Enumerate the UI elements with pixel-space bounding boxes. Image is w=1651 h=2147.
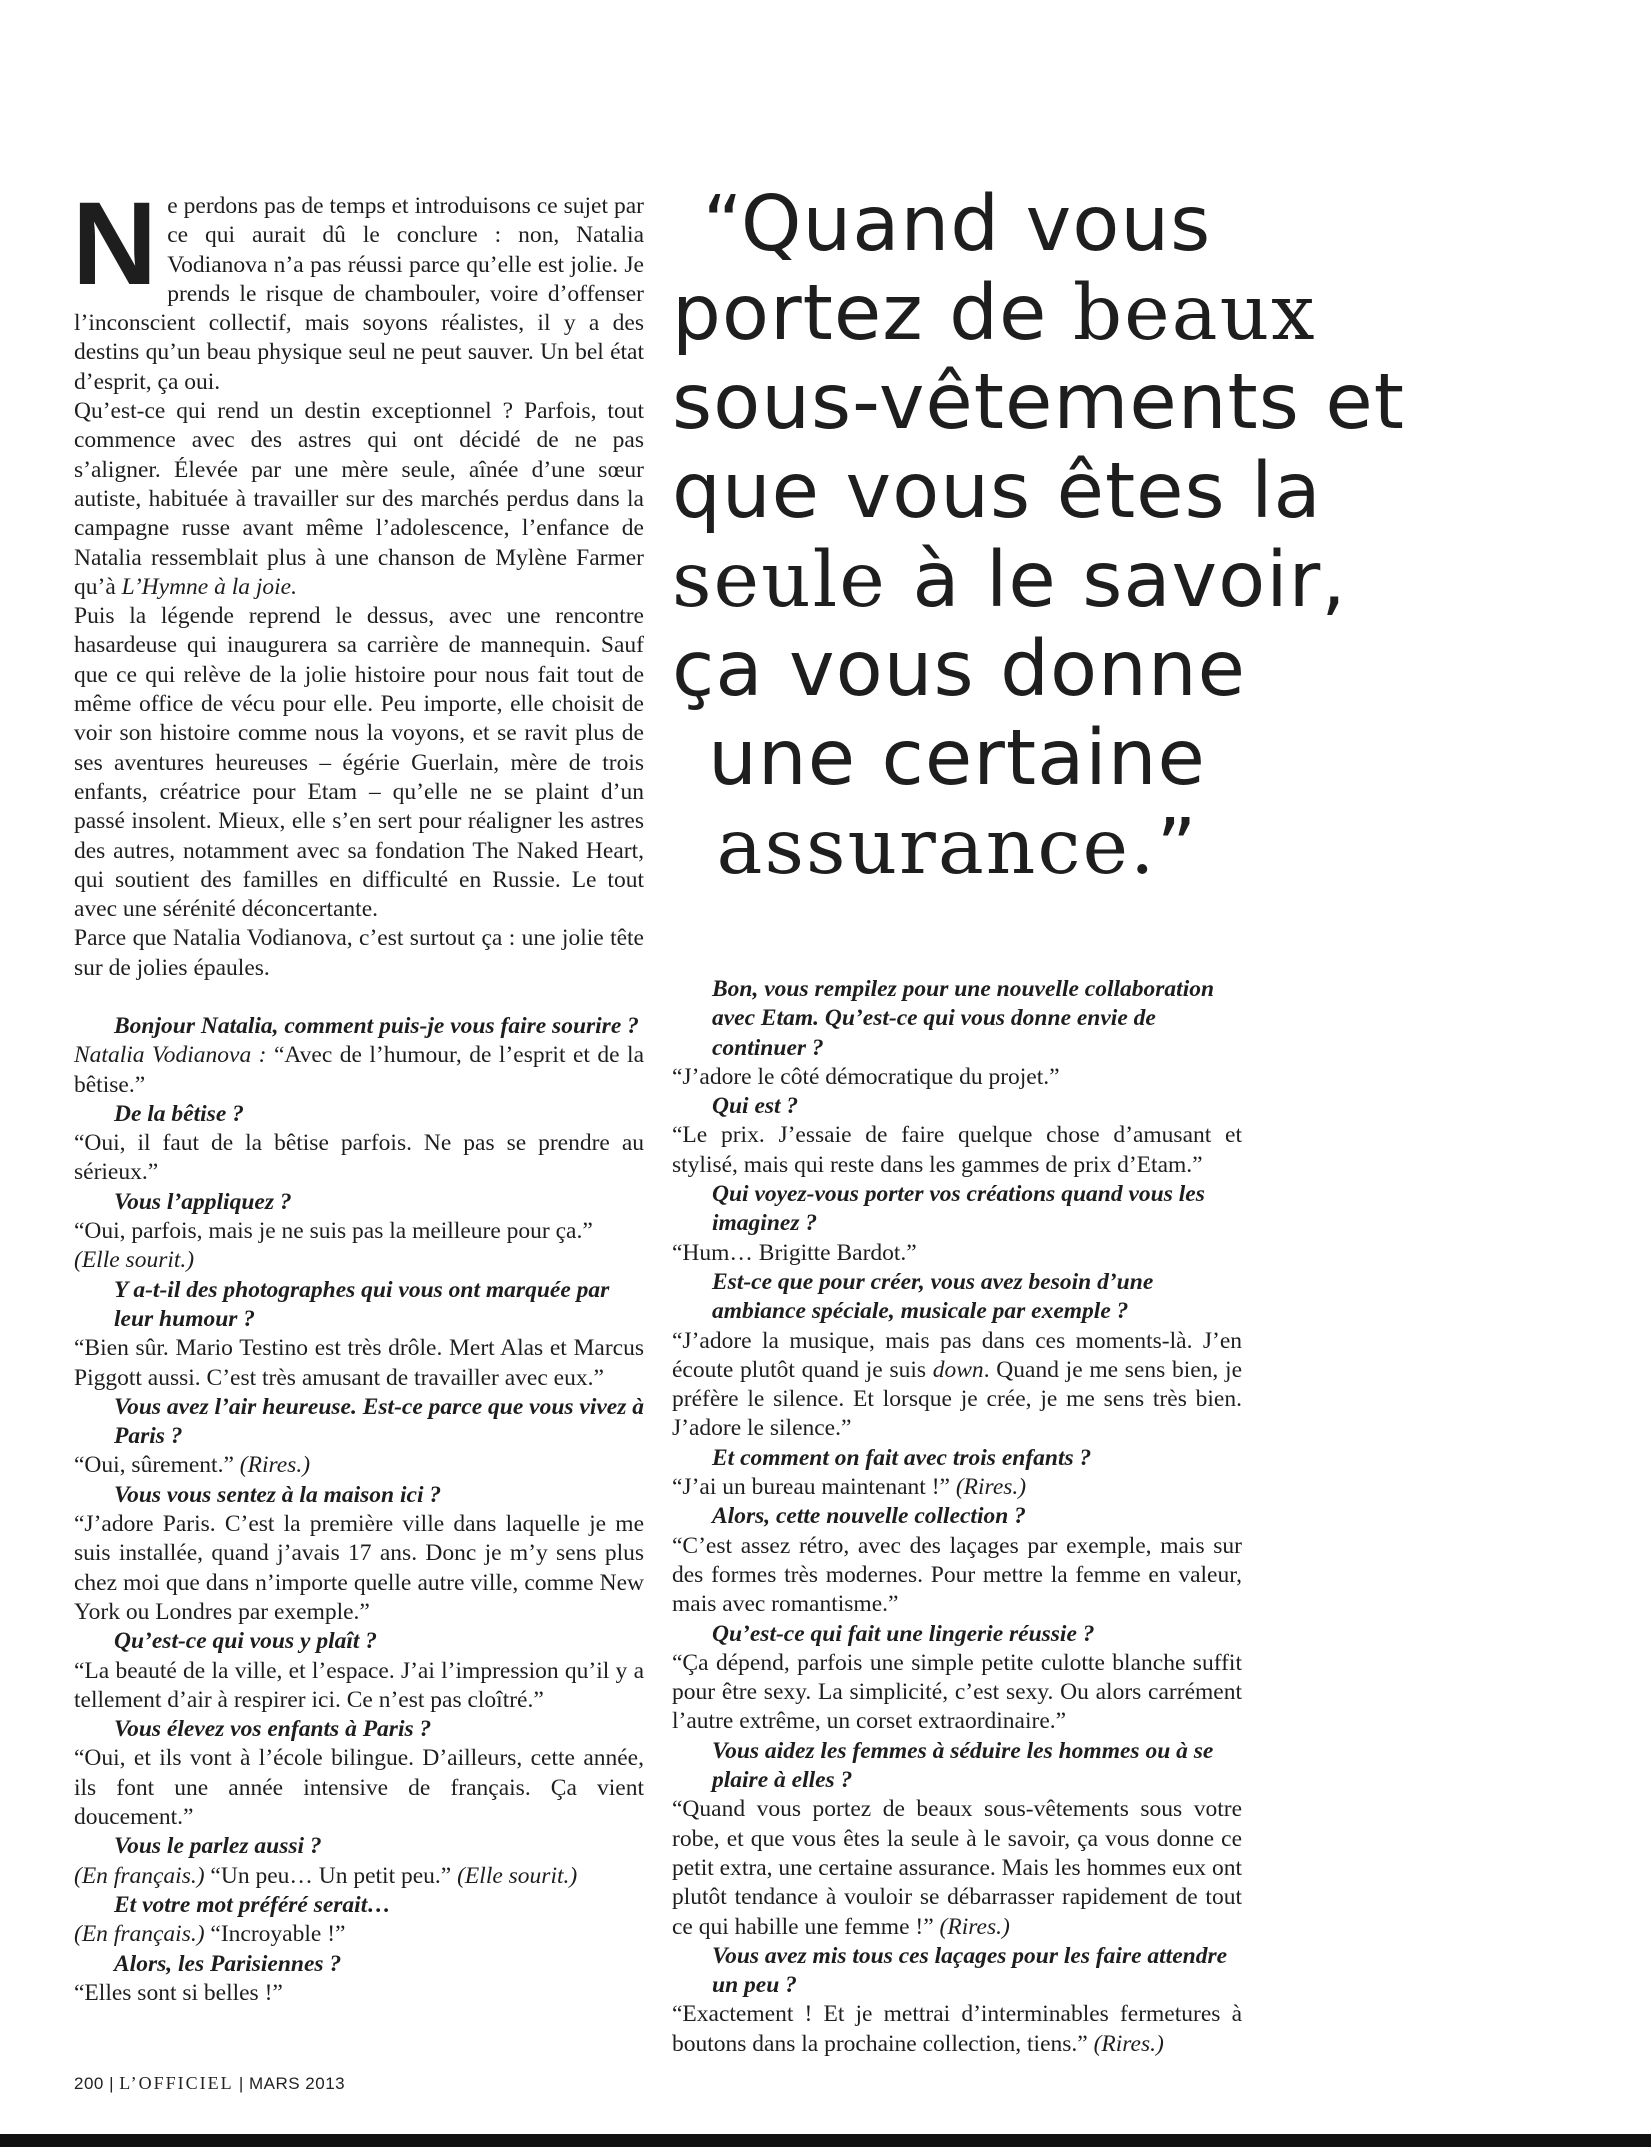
issue-date: MARS 2013	[248, 2074, 346, 2093]
song-title: L’Hymne à la joie.	[121, 573, 297, 600]
drop-cap: N	[72, 178, 158, 310]
answer: “Bien sûr. Mario Testino est très drôle. Mert Alas et Marcus Piggott aussi. C’est très amusant de travailler avec eux.”	[74, 1335, 644, 1391]
intro-paragraph-2: Qu’est-ce qui rend un destin exceptionnel ? Parfois, tout commence avec des astres qui ont décidé de ne pas s’aligner. Élevée par une mère seule, aînée d’une sœur autiste, habituée à travailler sur des marchés perdus dans la campagne russe avant même l’adolescence, l’enfance de Natalia ressemblait plus à une chanson de Mylène Farmer qu’à L’Hymne à la joie.	[74, 398, 644, 600]
pull-quote	[672, 180, 1405, 892]
answer: “Quand vous portez de beaux sous-vêtements sous votre robe, et que vous êtes la seule à le savoir, ça vous donne ce petit extra, une certaine assurance. Mais les hommes eux ont plutôt tendance à vouloir se débarrasser rapidement de tout ce qui habille une femme !” (Rires.)	[672, 1796, 1242, 1940]
answer: “Hum… Brigitte Bardot.”	[672, 1239, 917, 1266]
pull-quote-line: seule à le savoir,	[672, 536, 1347, 625]
pull-quote-emphasis: seule	[672, 536, 887, 625]
pull-quote-line: sous-vêtements et	[672, 358, 1405, 447]
bottom-bar	[0, 2134, 1651, 2147]
page-number: 200	[74, 2074, 104, 2093]
answer: “J’adore le côté démocratique du projet.”	[672, 1063, 1060, 1090]
answer: “J’adore Paris. C’est la première ville dans laquelle je me suis installée, quand j’avais 17 ans. Donc je m’y sens plus chez moi que dans n’importe quelle autre ville, comme New York ou Londres par exemple.”	[74, 1511, 644, 1625]
question: Alors, cette nouvelle collection ?	[712, 1503, 1026, 1530]
answer: Natalia Vodianova : “Avec de l’humour, de l’esprit et de la bêtise.”	[74, 1042, 644, 1098]
answer: “J’ai un bureau maintenant !” (Rires.)	[672, 1474, 1027, 1501]
intro-paragraph-4: Parce que Natalia Vodianova, c’est surtout ça : une jolie tête sur de jolies épaules.	[74, 925, 644, 981]
interview-left	[74, 1012, 644, 2008]
pull-quote-line: portez de beaux	[672, 269, 1317, 358]
question: Qui voyez-vous porter vos créations quand vous les imaginez ?	[712, 1181, 1205, 1237]
stage-note: (Elle sourit.)	[74, 1247, 195, 1274]
left-column	[72, 178, 645, 2008]
intro-paragraph-3: Puis la légende reprend le dessus, avec une rencontre hasardeuse qui inaugurera sa carrière de mannequin. Sauf que ce qui relève de la jolie histoire pour nous fait tout de même office de vécu pour elle. Peu importe, elle choisit de voir son histoire comme nous la voyons, et se ravit plus de ses aventures heureuses – égérie Guerlain, mère de trois enfants, créatrice pour Etam – qu’elle ne se plaint d’un passé insolent. Mieux, elle s’en sert pour réaligner les astres des autres, notamment avec sa fondation The Naked Heart, qui soutient des familles en difficulté en Russie. Le tout avec une sérénité déconcertante.	[74, 603, 644, 923]
answer: “Oui, et ils vont à l’école bilingue. D’ailleurs, cette année, ils font une année intensive de français. Ça vient doucement.”	[74, 1745, 644, 1831]
question: Qu’est-ce qui vous y plaît ?	[114, 1628, 378, 1655]
article-intro	[72, 178, 644, 982]
answer: “Oui, il faut de la bêtise parfois. Ne pas se prendre au sérieux.”	[74, 1130, 644, 1186]
question: Vous l’appliquez ?	[114, 1188, 292, 1215]
question: Alors, les Parisiennes ?	[114, 1950, 342, 1977]
question: Bonjour Natalia, comment puis-je vous faire sourire ?	[114, 1013, 639, 1039]
question: Est-ce que pour créer, vous avez besoin d’une ambiance spéciale, musicale par exemple ?	[712, 1268, 1154, 1325]
question: De la bêtise ?	[114, 1100, 244, 1127]
answer: “La beauté de la ville, et l’espace. J’ai l’impression qu’il y a tellement d’air à respirer ici. Ce n’est pas cloîtré.”	[74, 1657, 644, 1713]
answer: (En français.) “Incroyable !”	[74, 1921, 346, 1948]
page-footer: 200 | L’OFFICIEL | MARS 2013	[74, 2073, 346, 2093]
question: Vous le parlez aussi ?	[114, 1833, 322, 1860]
intro-paragraph-1: Ne perdons pas de temps et introduisons ce sujet par ce qui aurait dû le conclure : non, Natalia Vodianova n’a pas réussi parce qu’elle est jolie. Je prends le risque de chambouler, voire d’offenser l’inconscient collectif, mais soyons réalistes, il y a des destins qu’un beau physique seul ne peut sauver. Un bel état d’esprit, ça oui.	[72, 178, 644, 395]
answer: “Elles sont si belles !”	[74, 1979, 283, 2006]
question: Vous vous sentez à la maison ici ?	[114, 1481, 442, 1508]
answer: “Ça dépend, parfois une simple petite culotte blanche suffit pour être sexy. La simplicité, c’est sexy. Ou alors carrément l’autre extrême, un corset extraordinaire.”	[672, 1649, 1242, 1735]
pull-quote-line: une certaine	[708, 714, 1206, 803]
pull-quote-line: assurance.”	[716, 803, 1198, 892]
question: Qu’est-ce qui fait une lingerie réussie ?	[712, 1620, 1095, 1647]
pull-quote-line: ça vous donne	[672, 625, 1247, 714]
pull-quote-line: que vous êtes la	[672, 447, 1322, 536]
speaker-name: Natalia Vodianova :	[74, 1042, 267, 1069]
answer: “Exactement ! Et je mettrai d’interminables fermetures à boutons dans la prochaine collection, tiens.” (Rires.)	[672, 2001, 1242, 2057]
question: Y a-t-il des photographes qui vous ont marquée par leur humour ?	[114, 1276, 610, 1332]
question: Et comment on fait avec trois enfants ?	[712, 1444, 1092, 1471]
pull-quote-emphasis: assurance.	[716, 803, 1157, 892]
question: Vous élevez vos enfants à Paris ?	[114, 1716, 432, 1743]
answer: “C’est assez rétro, avec des laçages par exemple, mais sur des formes très modernes. Pour mettre la femme en valeur, mais avec romantisme.”	[672, 1532, 1242, 1618]
answer: “Oui, parfois, mais je ne suis pas la meilleure pour ça.”	[74, 1218, 593, 1245]
magazine-logo: L’OFFICIEL	[119, 2073, 234, 2093]
question: Et votre mot préféré serait…	[114, 1891, 391, 1918]
answer: “Oui, sûrement.” (Rires.)	[74, 1452, 311, 1479]
pull-quote-line: “Quand vous	[702, 180, 1212, 269]
question: Vous avez mis tous ces laçages pour les faire attendre un peu ?	[712, 1942, 1228, 1999]
answer: (En français.) “Un peu… Un petit peu.” (Elle sourit.)	[74, 1862, 578, 1889]
question: Vous aidez les femmes à séduire les hommes ou à se plaire à elles ?	[712, 1737, 1214, 1794]
question: Vous avez l’air heureuse. Est-ce parce que vous vivez à Paris ?	[114, 1393, 645, 1450]
answer: “Le prix. J’essaie de faire quelque chose d’amusant et stylisé, mais qui reste dans les gammes de prix d’Etam.”	[672, 1122, 1242, 1178]
answer: “J’adore la musique, mais pas dans ces moments-là. J’en écoute plutôt quand je suis down. Quand je me sens bien, je préfère le silence. Et lorsque je crée, je me sens très bien. J’adore le silence.”	[672, 1327, 1242, 1442]
question: Qui est ?	[712, 1093, 799, 1120]
right-column	[672, 975, 1242, 2059]
pull-quote-emphasis: beaux	[1072, 269, 1317, 358]
question: Bon, vous rempilez pour une nouvelle collaboration avec Etam. Qu’est-ce qui vous donne envie de continuer ?	[712, 976, 1215, 1061]
